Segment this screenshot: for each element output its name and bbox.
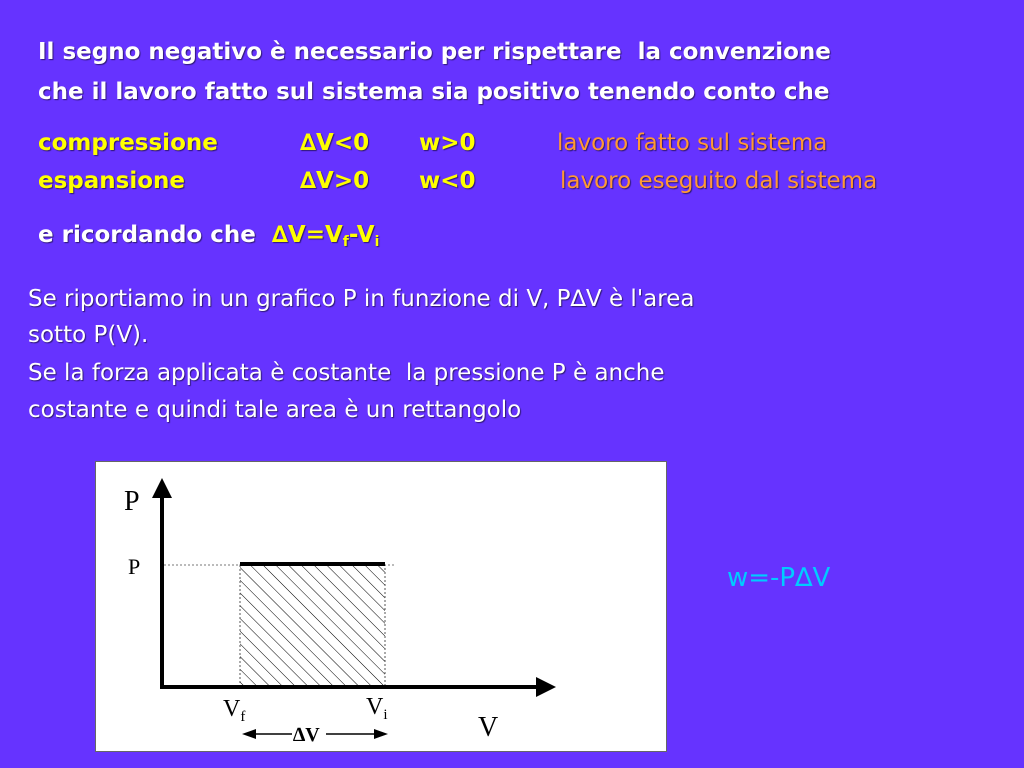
y-axis-arrowhead: [152, 478, 172, 498]
vi-label: [366, 694, 388, 723]
work-area-rectangle: [240, 565, 385, 687]
compression-w: w>0: [419, 130, 476, 156]
remember-prefix: e ricordando che: [38, 222, 272, 248]
intro-line-2: che il lavoro fatto sul sistema sia positivo tenendo conto che: [38, 79, 830, 105]
y-axis-label: P: [124, 486, 140, 517]
pv-diagram-svg: [96, 462, 666, 751]
delta-v-arrow-left-head: [242, 729, 256, 739]
vi-label-sub: i: [383, 707, 388, 723]
remember-delta: ∆V=V: [271, 222, 343, 248]
compression-meaning: lavoro fatto sul sistema: [557, 130, 828, 156]
x-axis-label: V: [478, 712, 499, 743]
paragraph-line-1: Se riportiamo in un grafico P in funzione di V, P∆V è l'area: [28, 286, 695, 312]
remember-line: [38, 224, 379, 249]
x-axis-arrowhead: [536, 677, 556, 697]
delta-v-label: ∆V: [293, 724, 320, 746]
compression-delta: ∆V<0: [300, 130, 370, 156]
compression-term: compressione: [38, 130, 218, 156]
remember-sub-f: f: [342, 234, 349, 250]
vf-label-main: V: [223, 696, 241, 722]
work-formula: w=-P∆V: [727, 563, 831, 593]
pv-diagram: [95, 461, 667, 752]
expansion-term: espansione: [38, 168, 185, 194]
expansion-meaning: lavoro eseguito dal sistema: [560, 168, 878, 194]
paragraph-line-3: Se la forza applicata è costante la pressione P è anche: [28, 360, 665, 386]
delta-v-arrow-right-head: [374, 729, 388, 739]
vf-label-sub: f: [240, 709, 246, 725]
paragraph-line-4: costante e quindi tale area è un rettangolo: [28, 397, 522, 423]
paragraph-line-2: sotto P(V).: [28, 322, 149, 348]
vi-label-main: V: [366, 694, 384, 720]
pressure-level-label: P: [128, 554, 141, 579]
remember-minus: -V: [348, 222, 375, 248]
intro-line-1: Il segno negativo è necessario per rispettare la convenzione: [38, 39, 831, 65]
vf-label: [223, 696, 245, 725]
expansion-delta: ∆V>0: [300, 168, 370, 194]
expansion-w: w<0: [419, 168, 476, 194]
remember-sub-i: i: [374, 234, 380, 250]
